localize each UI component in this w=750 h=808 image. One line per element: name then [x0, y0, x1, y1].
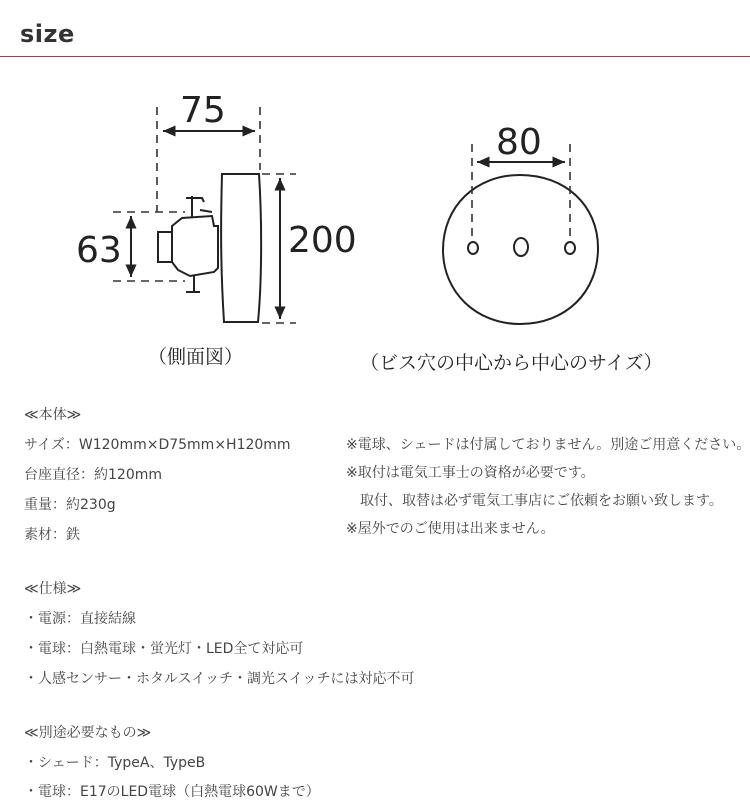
body-section-title: ≪本体≫	[24, 407, 82, 423]
spec-material: 素材：鉄	[24, 527, 80, 543]
note-item: ※取付は電気工事士の資格が必要です。	[346, 465, 595, 481]
front-view-drawing	[443, 175, 598, 324]
extras-list-item: ・シェード：TypeA、TypeB	[24, 755, 206, 771]
spec-size: サイズ：W120mm×D75mm×H120mm	[24, 437, 291, 453]
section-heading: size	[20, 20, 75, 48]
front-view-caption: （ビス穴の中心から中心のサイズ）	[360, 352, 663, 374]
spec-base-diameter: 台座直径：約120mm	[24, 467, 162, 483]
side-width-label: 75	[180, 90, 226, 131]
side-total-height-label: 200	[288, 220, 357, 261]
front-screw-spacing-label: 80	[496, 122, 542, 163]
spec-section-title: ≪仕様≫	[24, 581, 82, 597]
spec-weight: 重量：約230g	[24, 497, 116, 513]
note-item: ※屋外でのご使用は出来ません。	[346, 521, 555, 537]
side-view-caption: （側面図）	[148, 346, 244, 368]
spec-list-item: ・電球：白熱電球・蛍光灯・LED全て対応可	[24, 641, 304, 657]
dimension-diagrams	[0, 0, 750, 400]
note-item: ※電球、シェードは付属しておりません。別途ご用意ください。	[346, 437, 750, 453]
side-base-height-label: 63	[76, 230, 122, 271]
extras-section-title: ≪別途必要なもの≫	[24, 725, 152, 741]
side-view-drawing	[158, 174, 261, 322]
extras-list-item: ・電球：E17のLED電球（白熱電球60Wまで）	[24, 784, 320, 800]
spec-list-item: ・電源：直接結線	[24, 611, 136, 627]
spec-list-item: ・人感センサー・ホタルスイッチ・調光スイッチには対応不可	[24, 671, 415, 687]
side-guides	[113, 107, 296, 323]
note-item: 取付、取替は必ず電気工事店にご依頼をお願い致します。	[346, 493, 723, 509]
